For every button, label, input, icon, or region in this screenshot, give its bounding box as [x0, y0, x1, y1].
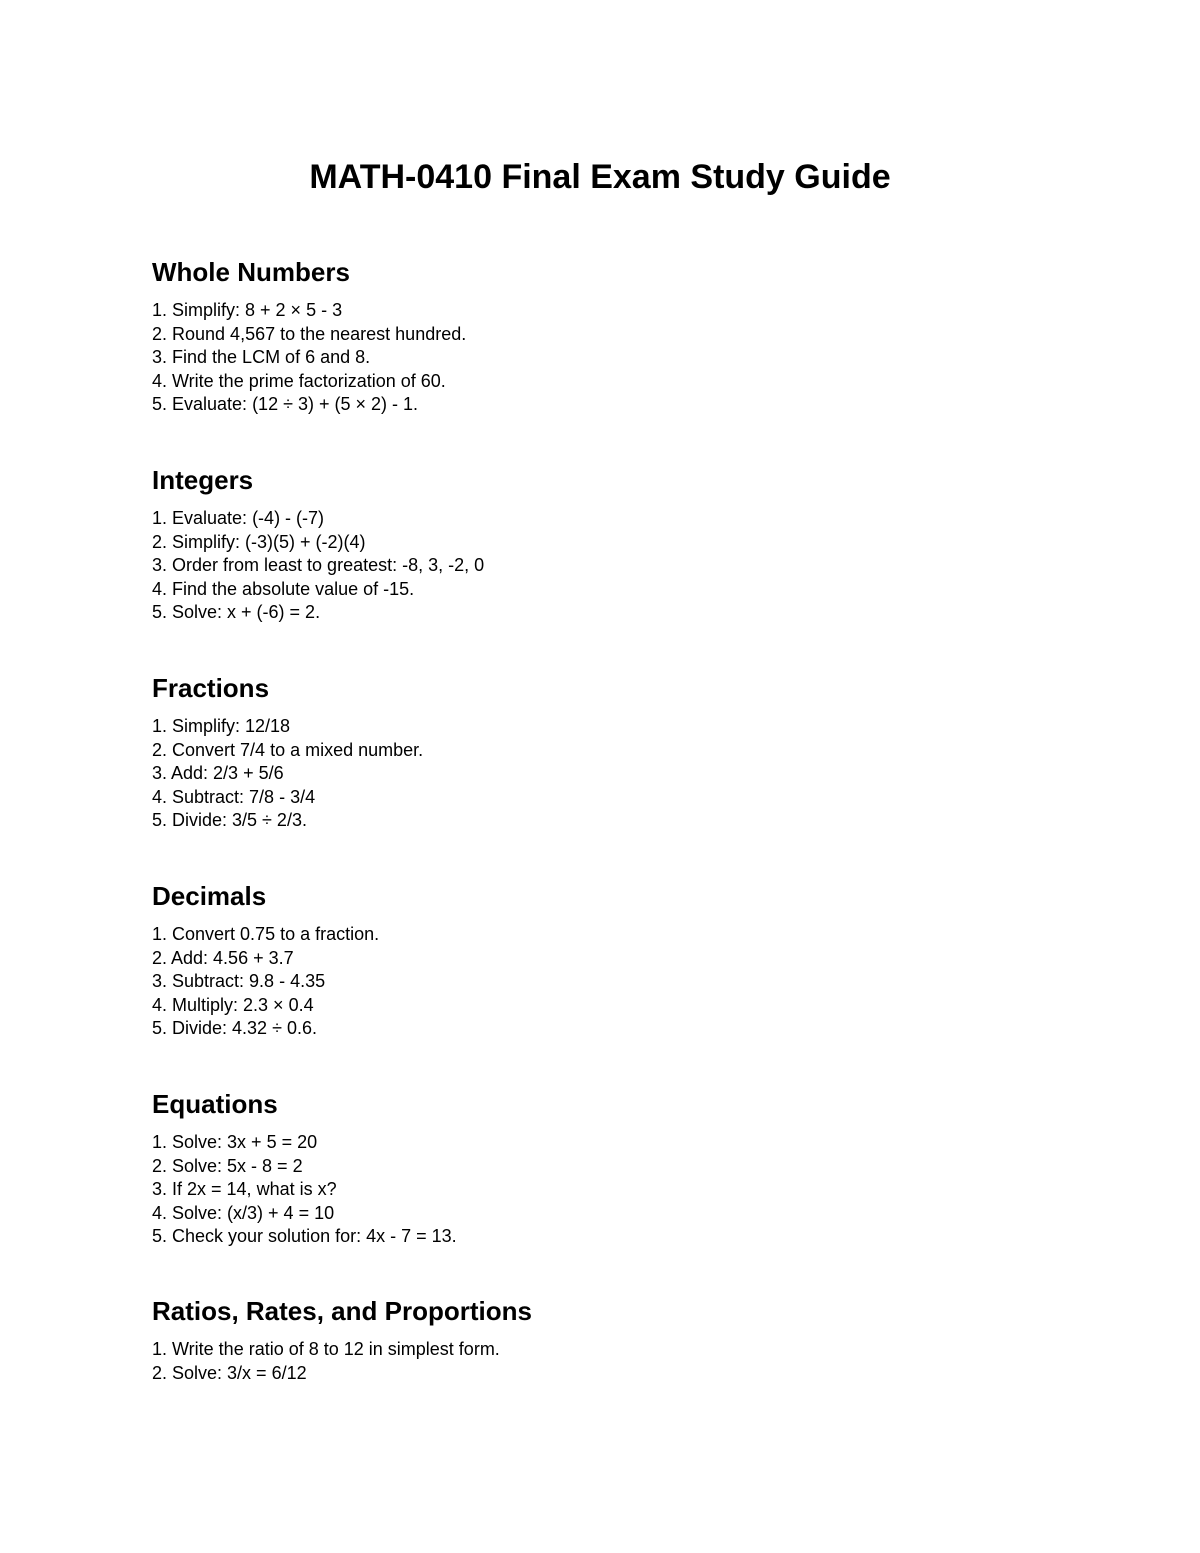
question-item: 5. Divide: 3/5 ÷ 2/3. [152, 810, 307, 830]
question-item: 1. Simplify: 12/18 [152, 716, 291, 736]
question-item: 4. Find the absolute value of -15. [152, 578, 415, 599]
question-list [152, 1131, 1052, 1249]
section-decimals [152, 879, 1052, 1041]
question-item: 1. Evaluate: (-4) - (-7) [152, 508, 325, 528]
question-item: 5. Evaluate: (12 ÷ 3) + (5 × 2) - 1. [152, 394, 419, 414]
question-item: 2. Round 4,567 to the nearest hundred. [152, 323, 467, 344]
question-item: 3. If 2x = 14, what is x? [152, 1179, 337, 1199]
question-item: 4. Solve: (x/3) + 4 = 10 [152, 1202, 335, 1223]
section-ratios-rates-proportions [152, 1294, 1052, 1385]
question-item: 2. Solve: 5x - 8 = 2 [152, 1155, 303, 1176]
question-item: 5. Divide: 4.32 ÷ 0.6. [152, 1018, 317, 1038]
question-item: 2. Simplify: (-3)(5) + (-2)(4) [152, 531, 366, 552]
question-list [152, 507, 1052, 625]
section-integers [152, 463, 1052, 625]
question-item: 3. Subtract: 9.8 - 4.35 [152, 971, 326, 991]
section-heading: Decimals [152, 881, 267, 911]
question-item: 5. Solve: x + (-6) = 2. [152, 602, 321, 622]
section-heading: Whole Numbers [152, 257, 350, 287]
question-item: 3. Order from least to greatest: -8, 3, -2, 0 [152, 555, 485, 575]
question-item: 2. Add: 4.56 + 3.7 [152, 947, 294, 968]
question-item: 4. Multiply: 2.3 × 0.4 [152, 994, 314, 1015]
question-item: 2. Convert 7/4 to a mixed number. [152, 739, 424, 760]
question-item: 1. Solve: 3x + 5 = 20 [152, 1132, 318, 1152]
question-list [152, 923, 1052, 1041]
section-heading: Ratios, Rates, and Proportions [152, 1296, 532, 1326]
section-equations [152, 1087, 1052, 1249]
question-item: 4. Write the prime factorization of 60. [152, 370, 446, 391]
section-heading: Integers [152, 465, 254, 495]
question-item: 4. Subtract: 7/8 - 3/4 [152, 786, 316, 807]
question-list [152, 1338, 1052, 1385]
page-title: MATH-0410 Final Exam Study Guide [309, 158, 891, 196]
section-whole-numbers [152, 255, 1052, 417]
question-list [152, 299, 1052, 417]
section-heading: Equations [152, 1089, 278, 1119]
question-item: 1. Convert 0.75 to a fraction. [152, 924, 380, 944]
question-item: 2. Solve: 3/x = 6/12 [152, 1362, 307, 1383]
question-item: 5. Check your solution for: 4x - 7 = 13. [152, 1226, 457, 1246]
question-item: 3. Add: 2/3 + 5/6 [152, 763, 284, 783]
question-item: 1. Simplify: 8 + 2 × 5 - 3 [152, 300, 343, 320]
section-heading: Fractions [152, 673, 270, 703]
section-fractions [152, 671, 1052, 833]
question-item: 1. Write the ratio of 8 to 12 in simplest form. [152, 1339, 500, 1359]
question-item: 3. Find the LCM of 6 and 8. [152, 347, 371, 367]
question-list [152, 715, 1052, 833]
